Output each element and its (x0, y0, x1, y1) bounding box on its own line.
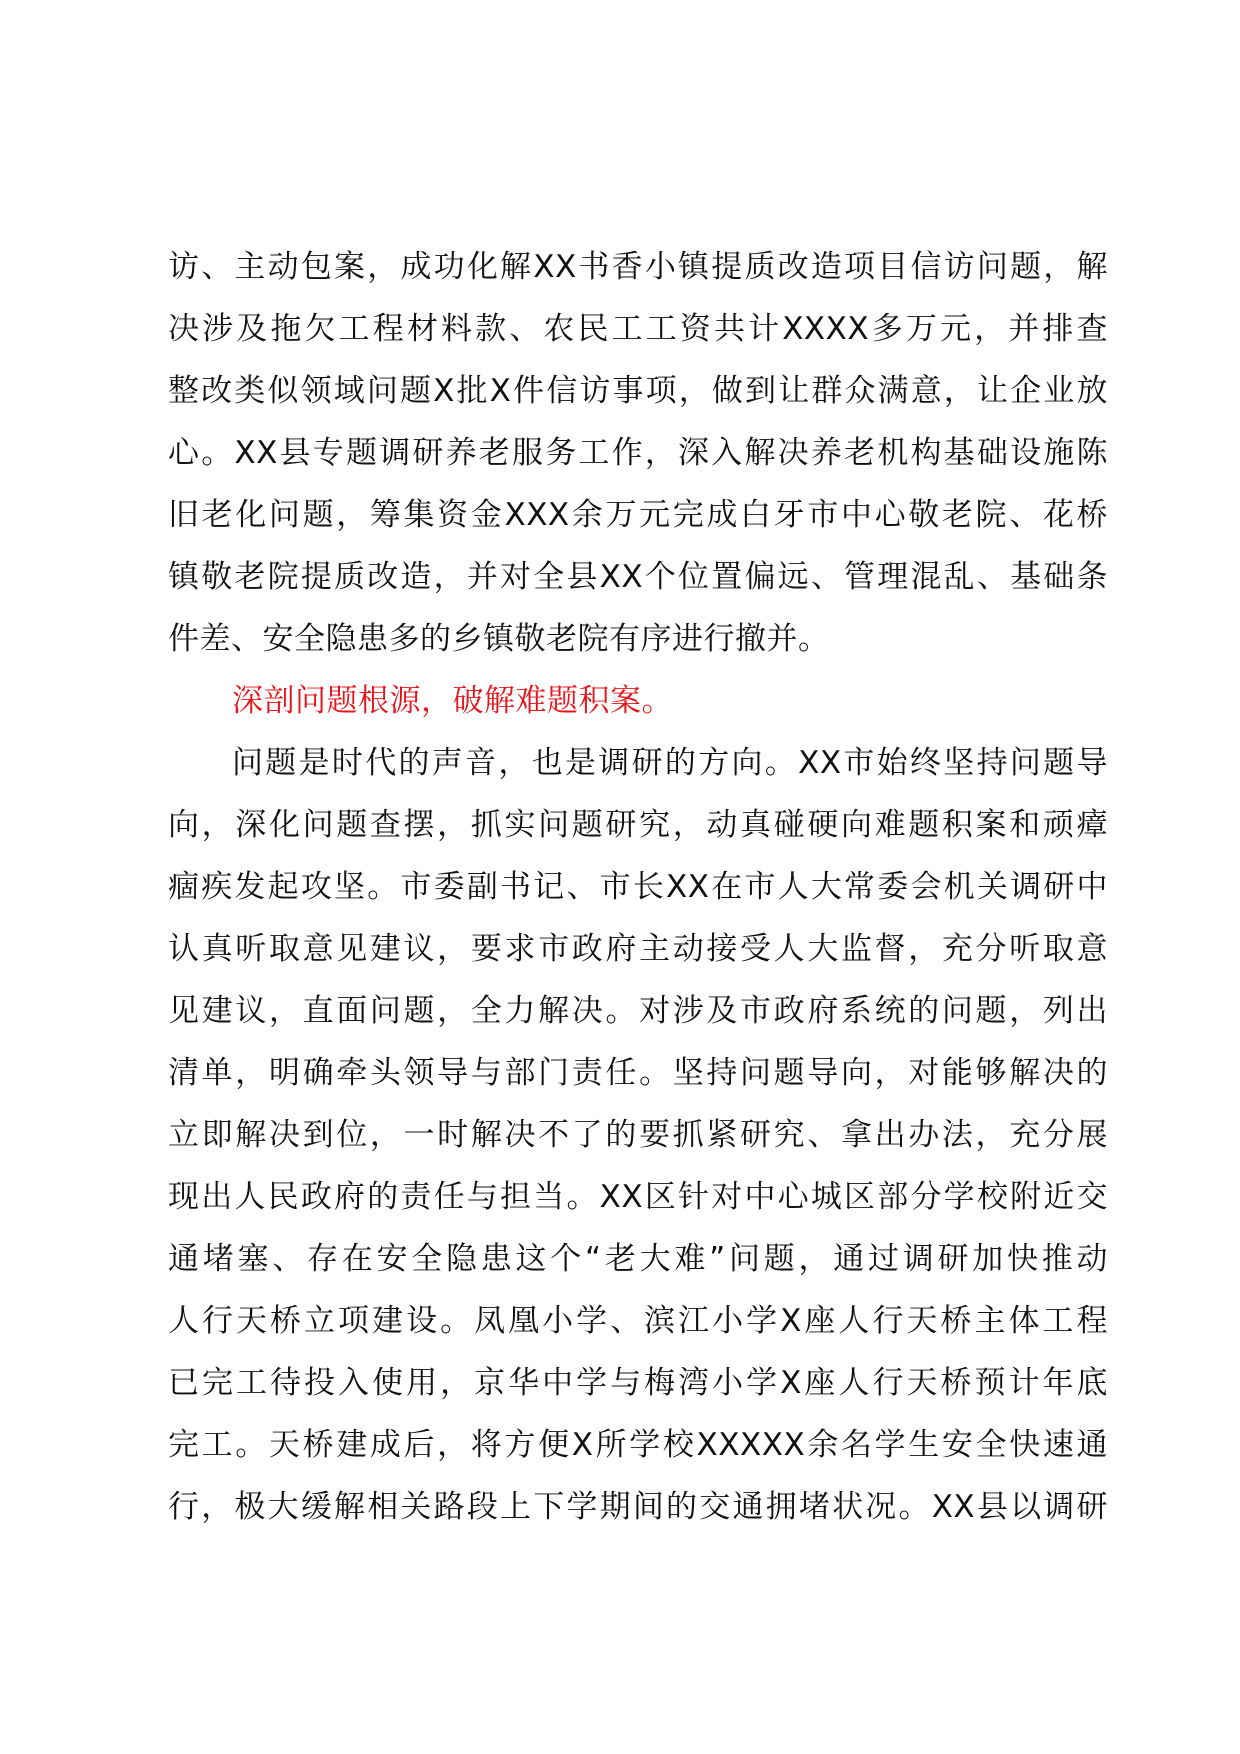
text-line: 访、主动包案，成功化解XX书香小镇提质改造项目信访问题，解 (168, 249, 1108, 285)
paragraph-2 (168, 732, 1108, 1538)
text-line: 问题是时代的声音，也是调研的方向。XX市始终坚持问题导 (232, 745, 1108, 781)
text-line: 见建议，直面问题，全力解决。对涉及市政府系统的问题，列出 (168, 993, 1108, 1029)
text-line: 完工。天桥建成后，将方便X所学校XXXXX余名学生安全快速通 (168, 1427, 1108, 1463)
text-line: 人行天桥立项建设。凤凰小学、滨江小学X座人行天桥主体工程 (168, 1303, 1108, 1339)
text-line: 行，极大缓解相关路段上下学期间的交通拥堵状况。XX县以调研 (168, 1489, 1108, 1525)
text-line: 旧老化问题，筹集资金XXX余万元完成白牙市中心敬老院、花桥 (168, 497, 1108, 533)
paragraph-1 (168, 236, 1108, 670)
text-line: 整改类似领域问题X批X件信访事项，做到让群众满意，让企业放 (168, 373, 1108, 409)
document-body (168, 236, 1108, 1538)
text-line: 件差、安全隐患多的乡镇敬老院有序进行撤并。 (168, 621, 830, 657)
text-line: 现出人民政府的责任与担当。XX区针对中心城区部分学校附近交 (168, 1179, 1108, 1215)
text-line: 镇敬老院提质改造，并对全县XX个位置偏远、管理混乱、基础条 (168, 559, 1108, 595)
section-heading: 深剖问题根源，破解难题积案。 (232, 683, 673, 719)
text-line: 认真听取意见建议，要求市政府主动接受人大监督，充分听取意 (168, 931, 1108, 967)
text-line: 通堵塞、存在安全隐患这个“老大难”问题，通过调研加快推动 (168, 1241, 1108, 1277)
text-line: 向，深化问题查摆，抓实问题研究，动真碰硬向难题积案和顽瘴 (168, 807, 1108, 843)
text-line: 清单，明确牵头领导与部门责任。坚持问题导向，对能够解决的 (168, 1055, 1108, 1091)
text-line: 立即解决到位，一时解决不了的要抓紧研究、拿出办法，充分展 (168, 1117, 1108, 1153)
text-line: 已完工待投入使用，京华中学与梅湾小学X座人行天桥预计年底 (168, 1365, 1108, 1401)
text-line: 决涉及拖欠工程材料款、农民工工资共计XXXX多万元，并排查 (168, 311, 1108, 347)
text-line: 心。XX县专题调研养老服务工作，深入解决养老机构基础设施陈 (168, 435, 1108, 471)
text-line: 痼疾发起攻坚。市委副书记、市长XX在市人大常委会机关调研中 (168, 869, 1108, 905)
